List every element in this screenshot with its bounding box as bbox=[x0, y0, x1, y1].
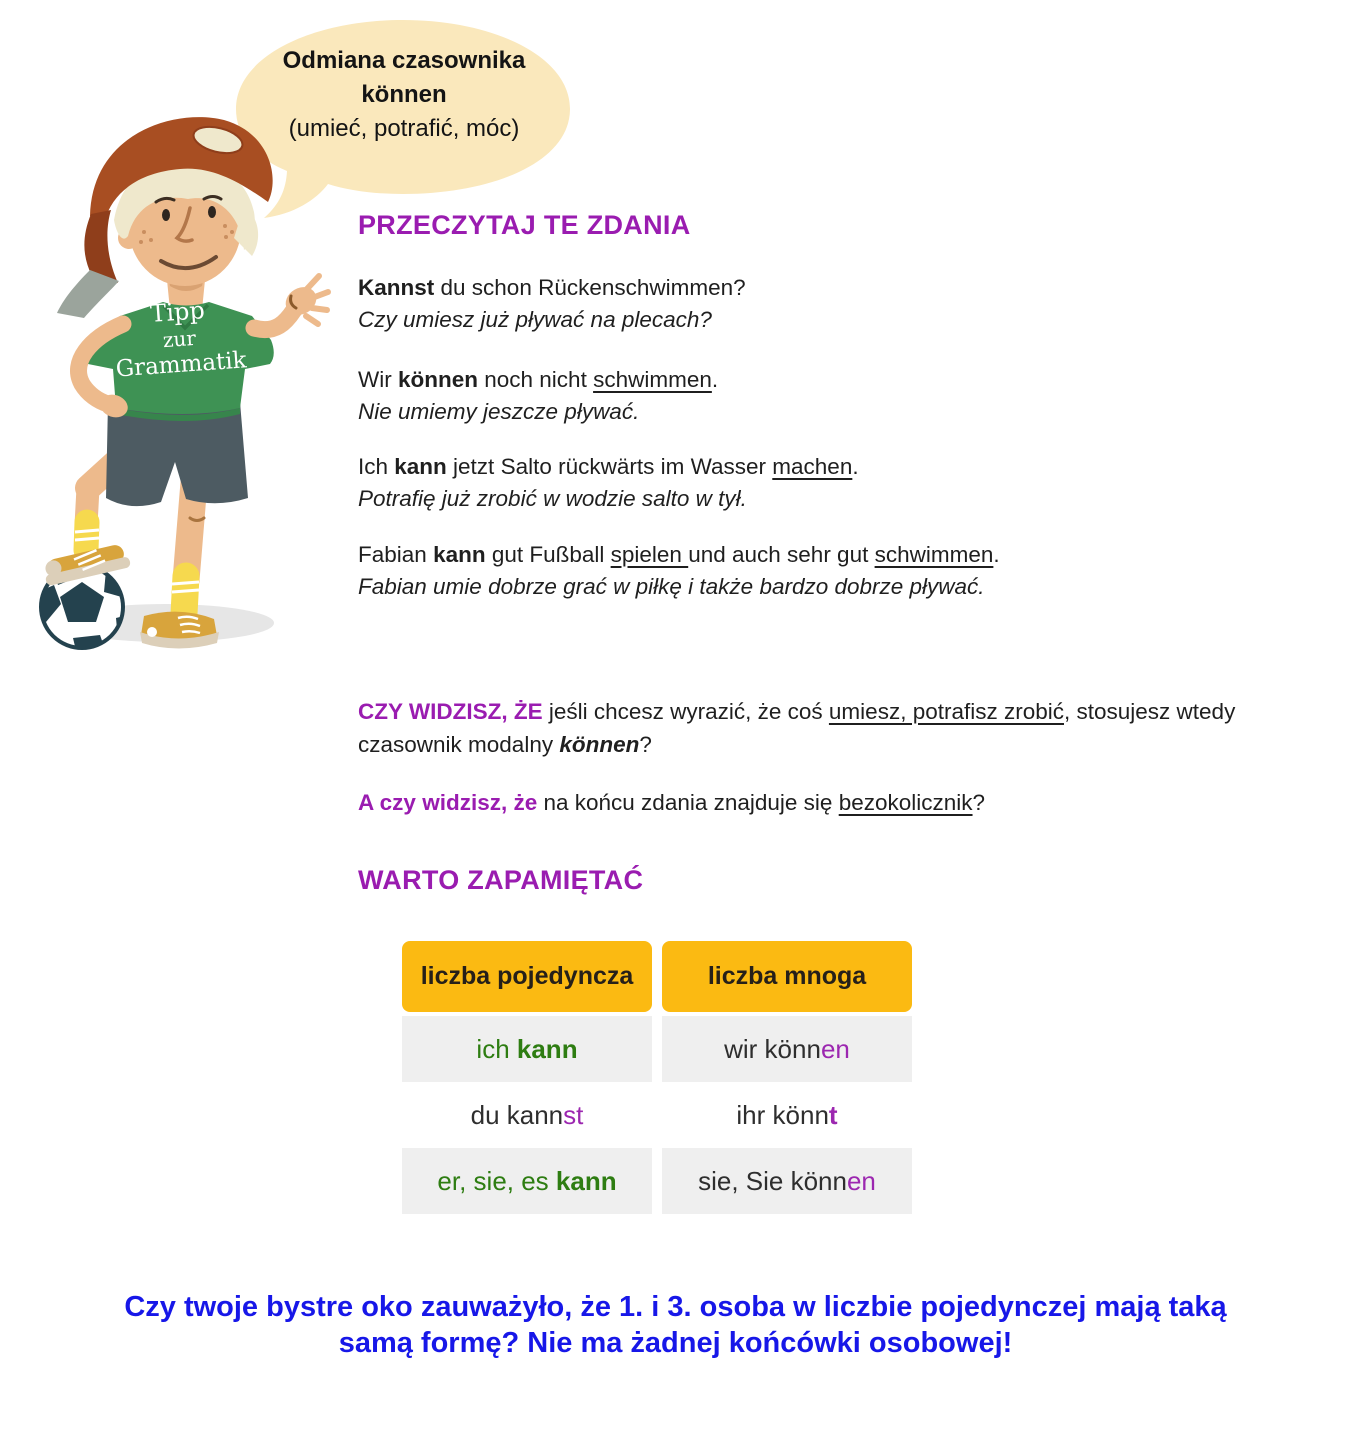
sentence-de: Kannst du schon Rückenschwimmen? bbox=[358, 275, 746, 300]
bubble-title-line2: können bbox=[361, 81, 447, 108]
column-header-singular: liczba pojedyncza bbox=[402, 941, 652, 1012]
sentence-pl: Czy umiesz już pływać na plecach? bbox=[358, 306, 712, 332]
footer-note bbox=[0, 1289, 1351, 1361]
table-row: sie, Sie können bbox=[662, 1148, 912, 1214]
sentence-block bbox=[358, 451, 1351, 514]
sentence-block bbox=[358, 272, 1351, 335]
table-row: ihr könnt bbox=[736, 1099, 838, 1130]
boy-illustration bbox=[28, 70, 348, 670]
question-paragraph-2: A czy widzisz, że na końcu zdania znajduje się bezokolicznik? bbox=[358, 790, 986, 815]
sentence-de: Fabian kann gut Fußball spielen und auch sehr gut schwimmen. bbox=[358, 542, 1000, 567]
bubble-subtitle: (umieć, potrafić, móc) bbox=[288, 115, 520, 142]
singular-column bbox=[402, 941, 652, 1214]
remember-section-heading: WARTO ZAPAMIĘTAĆ bbox=[358, 865, 644, 895]
shirt-line2: zur bbox=[162, 325, 197, 353]
footer-line2: samą formę? Nie ma żadnej końcówki osobowej! bbox=[338, 1327, 1013, 1359]
sentence-block bbox=[358, 364, 1351, 427]
table-row: er, sie, es kann bbox=[402, 1148, 652, 1214]
table-row: du kannst bbox=[470, 1099, 584, 1130]
sentence-block bbox=[358, 539, 1351, 602]
conjugation-table bbox=[402, 941, 912, 1214]
sentence-pl: Nie umiemy jeszcze pływać. bbox=[358, 398, 640, 424]
head bbox=[57, 117, 273, 318]
sentence-pl: Potrafię już zrobić w wodzie salto w tył. bbox=[358, 485, 747, 511]
table-row: ich kann bbox=[402, 1016, 652, 1082]
column-header-plural: liczba mnoga bbox=[662, 941, 912, 1012]
bubble-title-line1: Odmiana czasownika bbox=[282, 47, 526, 74]
footer-line1: Czy twoje bystre oko zauważyło, że 1. i 3. osoba w liczbie pojedynczej mają taką bbox=[124, 1291, 1227, 1323]
sentence-de: Wir können noch nicht schwimmen. bbox=[358, 367, 719, 392]
right-shoe bbox=[140, 612, 219, 649]
shirt-line1: Tipp bbox=[149, 296, 206, 328]
question-paragraph-1: CZY WIDZISZ, ŻE jeśli chcesz wyrazić, że coś umiesz, potrafisz zrobić, stosujesz wtedy czasownik modalny können? bbox=[358, 699, 1236, 757]
sentence-pl: Fabian umie dobrze grać w piłkę i także bardzo dobrze pływać. bbox=[358, 573, 985, 599]
plural-column bbox=[662, 941, 912, 1214]
sentence-de: Ich kann jetzt Salto rückwärts im Wasser machen. bbox=[358, 454, 859, 479]
shirt-line3: Grammatik bbox=[114, 347, 248, 383]
table-row: wir können bbox=[662, 1016, 912, 1082]
read-section-heading: PRZECZYTAJ TE ZDANIA bbox=[358, 210, 691, 240]
